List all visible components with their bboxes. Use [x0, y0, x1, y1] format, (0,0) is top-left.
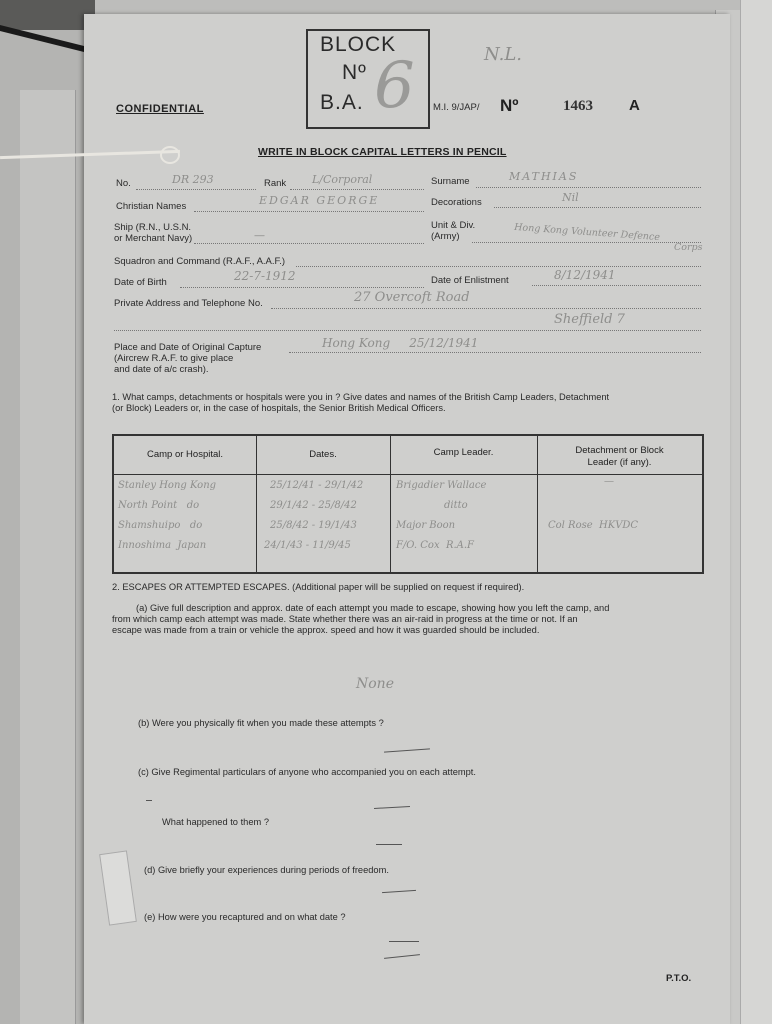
table-row-dates: 24/1/43 - 11/9/45: [264, 540, 351, 551]
table-row-leader: ditto: [444, 500, 468, 511]
table-row-dates: 25/12/41 - 29/1/42: [270, 480, 364, 491]
table-header-dates: Dates.: [309, 449, 337, 460]
table-row-camp: Innoshima Japan: [118, 540, 207, 551]
question-2b: (b) Were you physically fit when you made these attempts ?: [138, 718, 384, 728]
form-instruction: WRITE IN BLOCK CAPITAL LETTERS IN PENCIL: [258, 146, 507, 158]
table-row-camp: Shamshuipo do: [118, 520, 203, 531]
question-2a-line1: (a) Give full description and approx. date of each attempt you made to escape, showing how you left the camp, and: [136, 603, 610, 613]
confidential-label: CONFIDENTIAL: [116, 103, 204, 115]
decorations-label: Decorations: [431, 197, 482, 208]
table-row-leader: Brigadier Wallace: [396, 480, 487, 491]
unit-label-line1: Unit & Div.: [431, 220, 476, 231]
ship-label-line1: Ship (R.N., U.S.N.: [114, 222, 192, 233]
surname-value: MATHIAS: [509, 170, 579, 183]
question-2a-line2: from which camp each attempt was made. State whether there was an air-raid in progress at the time or not. If an: [112, 614, 578, 624]
table-row-camp: Stanley Hong Kong: [118, 480, 217, 491]
background-paper: [740, 0, 772, 1024]
pto-label: P.T.O.: [666, 973, 692, 984]
question-2a-answer: None: [356, 676, 394, 692]
question-1-line2: (or Block) Leaders or, in the case of hospitals, the Senior British Medical Officers.: [112, 403, 446, 413]
block-stamp-line3: B.A.: [320, 91, 364, 114]
question-2-title: 2. ESCAPES OR ATTEMPTED ESCAPES. (Additional paper will be supplied on request if required).: [112, 582, 525, 592]
christian-names-value: EDGAR GEORGE: [259, 194, 380, 207]
table-row-detachment: Col Rose HKVDC: [548, 520, 639, 531]
mi-reference-label: M.I. 9/JAP/: [433, 102, 480, 113]
serial-number: 1463: [563, 98, 593, 114]
question-2c: (c) Give Regimental particulars of anyone who accompanied you on each attempt.: [138, 767, 476, 777]
capture-value: Hong Kong 25/12/1941: [322, 336, 479, 350]
enlistment-label: Date of Enlistment: [431, 275, 509, 286]
table-header-camp: Camp or Hospital.: [146, 449, 224, 460]
camp-table: [112, 434, 704, 574]
surname-label: Surname: [431, 176, 470, 187]
address-value-line2: Sheffield 7: [554, 312, 625, 327]
table-row-dates: 25/8/42 - 19/1/43: [270, 520, 357, 531]
address-label: Private Address and Telephone No.: [114, 298, 263, 309]
table-row-dates: 29/1/42 - 25/8/42: [270, 500, 357, 511]
table-row-leader: Major Boon: [396, 520, 456, 531]
dob-label: Date of Birth: [114, 277, 167, 288]
block-stamp-line2: Nº: [342, 61, 367, 84]
serial-letter: A: [629, 97, 640, 114]
corner-note: N.L.: [484, 44, 522, 65]
table-header-detachment: Detachment or Block: [575, 445, 664, 456]
no-label: No.: [116, 178, 131, 189]
ship-value: —: [254, 229, 265, 242]
number-label: Nº: [500, 96, 519, 115]
form-sheet: [84, 14, 730, 1024]
capture-label-line3: and date of a/c crash).: [114, 364, 209, 375]
decorations-value: Nil: [562, 191, 579, 204]
question-2a-line3: escape was made from a train or vehicle the approx. speed and how it was guarded should be included.: [112, 625, 540, 635]
ship-label-line2: or Merchant Navy): [114, 233, 193, 244]
enlistment-value: 8/12/1941: [554, 268, 616, 282]
address-value-line1: 27 Overcoft Road: [354, 290, 470, 305]
no-value: DR 293: [172, 173, 214, 186]
question-2d: (d) Give briefly your experiences during periods of freedom.: [144, 865, 389, 875]
table-header-detachment-line2: Leader (if any).: [587, 457, 652, 468]
table-row-camp: North Point do: [118, 500, 200, 511]
question-2c-sub: What happened to them ?: [162, 817, 269, 827]
block-stamp-line1: BLOCK: [320, 33, 397, 56]
dob-value: 22-7-1912: [234, 269, 296, 283]
unit-label-line2: (Army): [431, 231, 460, 242]
unit-value-line1: Hong Kong Volunteer Defence: [513, 221, 661, 244]
question-1-line1: 1. What camps, detachments or hospitals were you in ? Give dates and names of the British Camp Leaders, Detachment: [112, 392, 610, 402]
unit-value-line2: Corps: [674, 242, 703, 253]
table-row-leader: F/O. Cox R.A.F: [396, 540, 474, 551]
binding-knot: [160, 146, 180, 164]
squadron-label: Squadron and Command (R.A.F., A.A.F.): [114, 256, 286, 267]
block-stamp: [306, 29, 430, 129]
block-handwritten-number: 6: [374, 49, 415, 123]
capture-label-line2: (Aircrew R.A.F. to give place: [114, 353, 234, 364]
capture-label-line1: Place and Date of Original Capture: [114, 342, 262, 353]
folder-fold: [20, 90, 76, 1024]
christian-names-label: Christian Names: [116, 201, 187, 212]
rank-value: L/Corporal: [312, 173, 373, 186]
table-row-detachment: —: [604, 476, 614, 487]
table-header-leader: Camp Leader.: [433, 447, 494, 458]
rank-label: Rank: [264, 178, 287, 189]
question-2e: (e) How were you recaptured and on what date ?: [144, 912, 346, 922]
